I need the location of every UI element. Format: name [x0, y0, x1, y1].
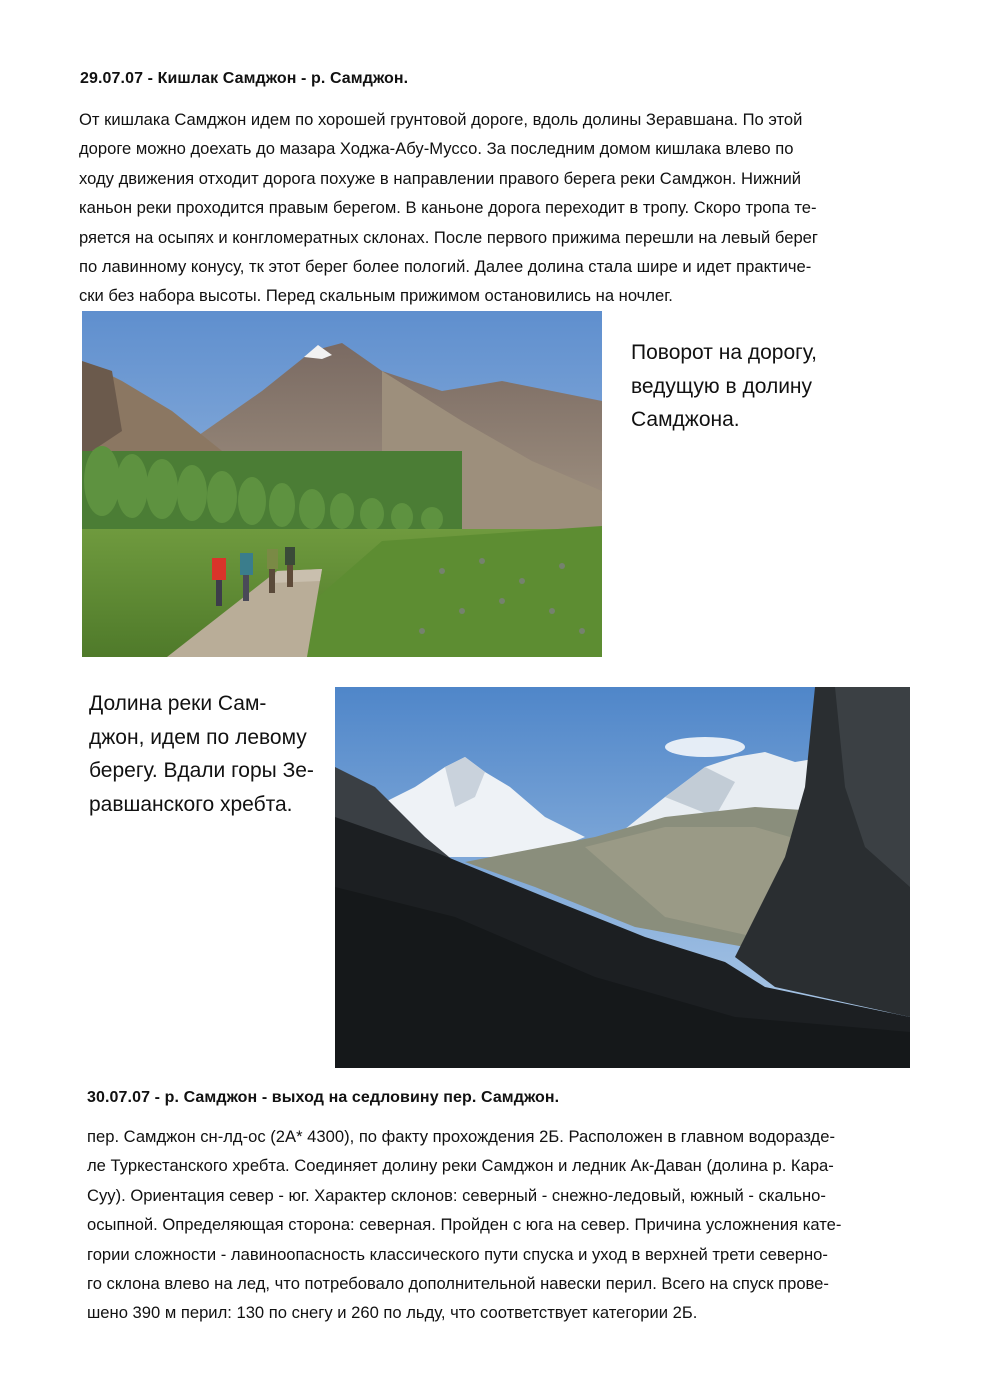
paragraph-line: Суу). Ориентация север - юг. Характер склонов: северный - снежно-ледовый, южный - скально- [87, 1185, 826, 1205]
caption-line: Поворот на дорогу, [631, 341, 818, 364]
road-valley-photo [82, 311, 602, 657]
paragraph-line: шено 390 м перил: 130 по снегу и 260 по льду, что соответствует категории 2Б. [87, 1303, 698, 1323]
paragraph-line: дороге можно доехать до мазара Ходжа-Абу-Муссо. За последним домом кишлака влево по [79, 139, 794, 159]
paragraph-line: ходу движения отходит дорога похуже в направлении правого берега реки Самджон. Нижний [79, 168, 802, 188]
caption-line: берегу. Вдали горы Зе- [89, 759, 314, 782]
section1-paragraph [79, 105, 919, 311]
caption-line: Долина реки Сам- [89, 692, 267, 715]
caption-line: джон, идем по левому [89, 725, 307, 749]
paragraph-line: пер. Самджон сн-лд-ос (2А* 4300), по факту прохождения 2Б. Расположен в главном водоразде- [87, 1127, 835, 1146]
photo2-caption [89, 687, 314, 821]
section1-heading: 29.07.07 - Кишлак Самджон - р. Самджон. [80, 70, 409, 87]
paragraph-line: по лавинному конусу, тк этот берег более пологий. Далее долина стала шире и идет практиче- [79, 257, 812, 277]
paragraph-line: ряется на осыпях и конгломератных склонах. После первого прижима перешли на левый берег [79, 227, 818, 247]
mountain-valley-photo [335, 687, 910, 1068]
paragraph-line: От кишлака Самджон идем по хорошей грунтовой дороге, вдоль долины Зеравшана. По этой [79, 110, 803, 129]
caption-line: Самджона. [631, 408, 740, 431]
paragraph-line: осыпной. Определяющая сторона: северная. Пройден с юга на север. Причина усложнения кате- [87, 1215, 842, 1235]
photo1-caption [631, 336, 817, 437]
paragraph-line: ле Туркестанского хребта. Соединяет долину реки Самджон и ледник Ак-Даван (долина р. Кара- [87, 1156, 834, 1176]
caption-line: равшанского хребта. [89, 792, 293, 816]
section2-paragraph [87, 1122, 927, 1328]
paragraph-line: ски без набора высоты. Перед скальным прижимом остановились на ночлег. [79, 286, 673, 306]
paragraph-line: го склона влево на лед, что потребовало дополнительной навески перил. Всего на спуск прове- [87, 1274, 829, 1294]
paragraph-line: гории сложности - лавиноопасность классического пути спуска и уход в верхней трети северно- [87, 1244, 828, 1264]
section2-heading: 30.07.07 - р. Самджон - выход на седловину пер. Самджон. [87, 1089, 560, 1106]
caption-line: ведущую в долину [631, 374, 813, 398]
paragraph-line: каньон реки проходится правым берегом. В каньоне дорога переходит в тропу. Скоро тропа те- [79, 198, 817, 218]
